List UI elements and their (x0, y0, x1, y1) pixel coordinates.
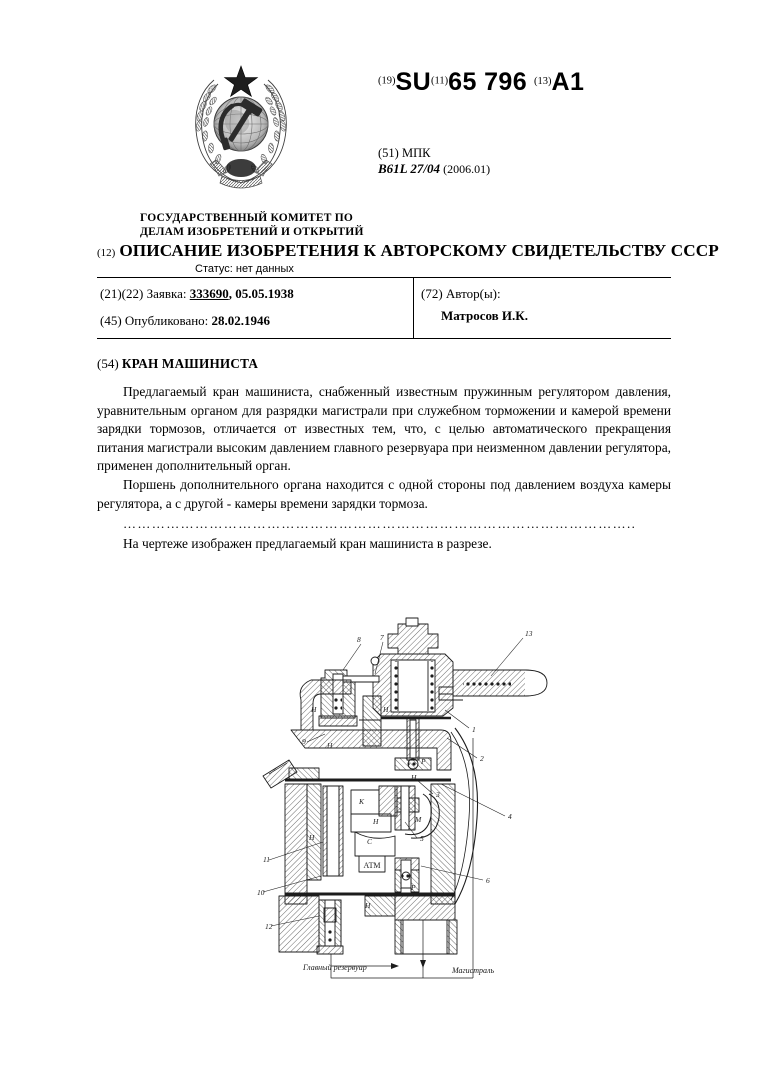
application-number: 333690 (189, 286, 229, 301)
svg-text:6: 6 (486, 876, 490, 885)
figure-caption-main-reservoir: Главный резервуар (303, 963, 367, 972)
abstract-paragraph-2: Поршень дополнительного органа находится с одной стороны под давлением воздуха камеры регулятора, а с другой - камеры времени зарядки тормоза. (97, 476, 671, 511)
inid-code-13: (13) (534, 75, 552, 87)
invention-name: КРАН МАШИНИСТА (121, 356, 259, 371)
svg-text:9: 9 (302, 737, 306, 746)
biblio-left-column (100, 286, 405, 329)
technical-drawing-figure (255, 608, 615, 998)
kind-code: A1 (551, 68, 585, 96)
inid-code-12: (12) (97, 247, 116, 259)
svg-text:10: 10 (257, 888, 265, 897)
svg-text:12: 12 (265, 922, 273, 931)
committee-line-1: ГОСУДАРСТВЕННЫЙ КОМИТЕТ ПО (140, 212, 354, 224)
committee-line-2: ДЕЛАМ ИЗОБРЕТЕНИЙ И ОТКРЫТИЙ (140, 225, 364, 238)
application-label: (21)(22) Заявка: (100, 286, 187, 301)
svg-text:Н: Н (311, 705, 317, 714)
biblio-right-column (421, 286, 666, 324)
svg-text:М: М (415, 815, 422, 824)
inid-code-54: (54) (97, 356, 119, 371)
published-row (100, 313, 405, 329)
published-label: (45) Опубликовано: (100, 313, 209, 328)
table-rule-bottom (97, 338, 671, 339)
svg-text:К: К (359, 797, 364, 806)
table-vertical-divider (413, 278, 414, 338)
svg-text:Р: Р (411, 883, 416, 892)
status-text: Статус: нет данных (195, 263, 294, 275)
inid-code-19: (19) (378, 75, 396, 87)
country-code: SU (395, 68, 432, 96)
ipc-version: (2006.01) (443, 162, 491, 176)
svg-text:11: 11 (263, 855, 270, 864)
patent-number: 65 796 (448, 68, 528, 96)
document-type-title (97, 241, 719, 261)
svg-text:Н: Н (365, 901, 371, 910)
svg-text:Р: Р (421, 757, 426, 766)
document-type-text: ОПИСАНИЕ ИЗОБРЕТЕНИЯ К АВТОРСКОМУ СВИДЕТЕЛЬСТВУ СССР (119, 241, 719, 260)
svg-text:2: 2 (480, 754, 484, 763)
svg-text:7: 7 (380, 633, 384, 642)
table-rule-top (97, 277, 671, 278)
abstract-separator-dots: …………………………………………………………………………………………….. (123, 516, 637, 532)
abstract-paragraph-3: На чертеже изображен предлагаемый кран машиниста в разрезе. (123, 536, 492, 552)
svg-text:5: 5 (420, 834, 424, 843)
atm-chamber-label: АТМ (363, 861, 381, 870)
authors-label: (72) Автор(ы): (421, 286, 501, 301)
patent-number-line (378, 68, 678, 112)
abstract-body (97, 383, 671, 554)
author-name: Матросов И.К. (441, 308, 528, 323)
application-row (100, 286, 405, 302)
document-header (0, 0, 768, 200)
application-date: , 05.05.1938 (228, 286, 294, 301)
ipc-label: (51) МПК (378, 146, 431, 160)
ipc-classification (378, 146, 490, 177)
ussr-coat-of-arms-emblem (186, 64, 296, 190)
svg-text:1: 1 (472, 725, 476, 734)
svg-text:4: 4 (508, 812, 512, 821)
invention-title (97, 356, 258, 372)
svg-text:Н: Н (411, 773, 417, 782)
svg-text:С: С (367, 837, 373, 846)
svg-text:13: 13 (525, 629, 533, 638)
svg-text:8: 8 (357, 635, 361, 644)
svg-text:Н: Н (309, 833, 315, 842)
svg-text:Н: Н (373, 817, 379, 826)
figure-caption-brake-pipe: Магистраль (452, 966, 495, 975)
ipc-code: B61L 27/04 (378, 161, 440, 176)
committee-name (140, 212, 364, 239)
svg-text:3: 3 (436, 790, 440, 799)
svg-text:Н: Н (327, 741, 333, 750)
published-date: 28.02.1946 (211, 313, 271, 328)
abstract-paragraph-1: Предлагаемый кран машиниста, снабженный известным пружинным регулятором давления, уравнительным органом для разрядки магистрали при служебном торможении и камерой времени зарядки тормозов, отличается от известных тем, что, с целью автоматического прекращения питания магистрали высоким давлением главного резервуара при неизменном давлении регулятора, применен дополнительный орган. (97, 384, 671, 474)
inid-code-11: (11) (431, 75, 449, 87)
svg-text:Н: Н (383, 705, 389, 714)
